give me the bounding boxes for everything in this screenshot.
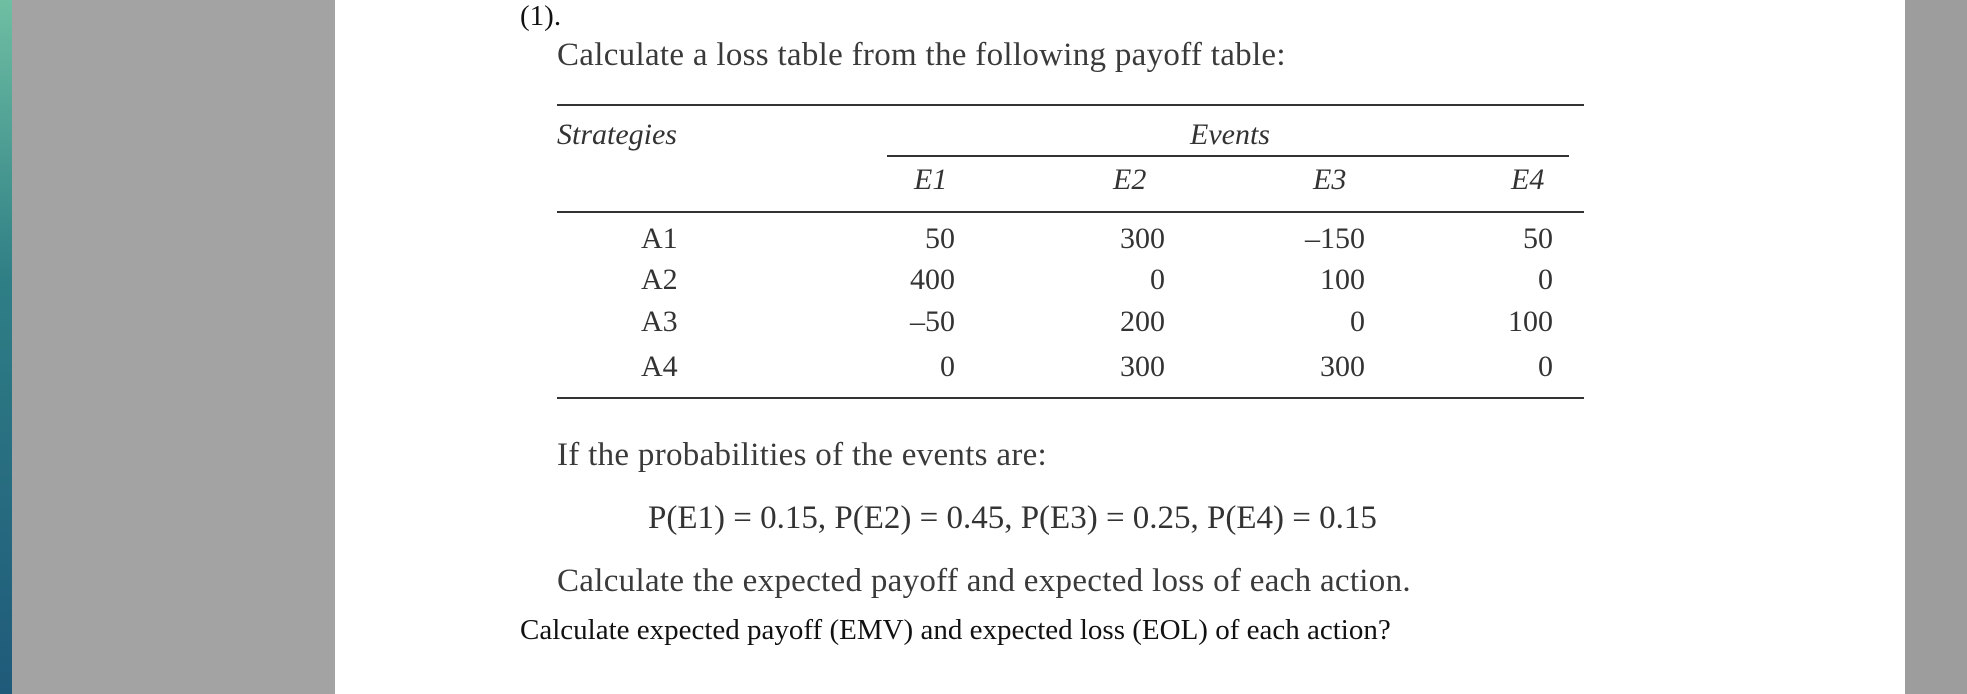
intro-text: Calculate a loss table from the following payoff table: <box>557 37 1286 73</box>
events-header: Events <box>1190 118 1270 151</box>
row-label: A2 <box>641 263 678 296</box>
table-cell: 100 <box>1508 305 1553 338</box>
table-cell: 50 <box>1523 222 1553 255</box>
strategies-header: Strategies <box>557 118 677 151</box>
table-cell: 300 <box>1320 350 1365 383</box>
table-cell: 0 <box>1538 263 1553 296</box>
table-cell: 400 <box>910 263 955 296</box>
column-header-e2: E2 <box>1113 163 1147 196</box>
header-rule <box>557 211 1584 213</box>
probabilities-equation: P(E1) = 0.15, P(E2) = 0.45, P(E3) = 0.25, P(E4) = 0.15 <box>648 500 1377 536</box>
table-cell: 300 <box>1120 350 1165 383</box>
instruction-text: Calculate the expected payoff and expected loss of each action. <box>557 563 1411 599</box>
column-header-e4: E4 <box>1511 163 1545 196</box>
column-header-e1: E1 <box>914 163 948 196</box>
column-header-e3: E3 <box>1313 163 1347 196</box>
table-cell: 100 <box>1320 263 1365 296</box>
right-margin <box>1905 0 1967 694</box>
left-window-edge <box>0 0 12 694</box>
table-cell: 300 <box>1120 222 1165 255</box>
question-text: Calculate expected payoff (EMV) and expected loss (EOL) of each action? <box>520 614 1391 646</box>
events-underline <box>887 155 1569 157</box>
row-label: A1 <box>641 222 678 255</box>
table-cell: 0 <box>1350 305 1365 338</box>
probabilities-intro: If the probabilities of the events are: <box>557 437 1048 473</box>
table-cell: 50 <box>925 222 955 255</box>
table-bottom-rule <box>557 397 1584 399</box>
table-top-rule <box>557 104 1584 106</box>
row-label: A4 <box>641 350 678 383</box>
table-cell: 0 <box>1538 350 1553 383</box>
row-label: A3 <box>641 305 678 338</box>
table-cell: –150 <box>1305 222 1365 255</box>
table-cell: –50 <box>910 305 955 338</box>
table-cell: 200 <box>1120 305 1165 338</box>
table-cell: 0 <box>1150 263 1165 296</box>
table-cell: 0 <box>940 350 955 383</box>
question-number: (1). <box>520 0 562 32</box>
